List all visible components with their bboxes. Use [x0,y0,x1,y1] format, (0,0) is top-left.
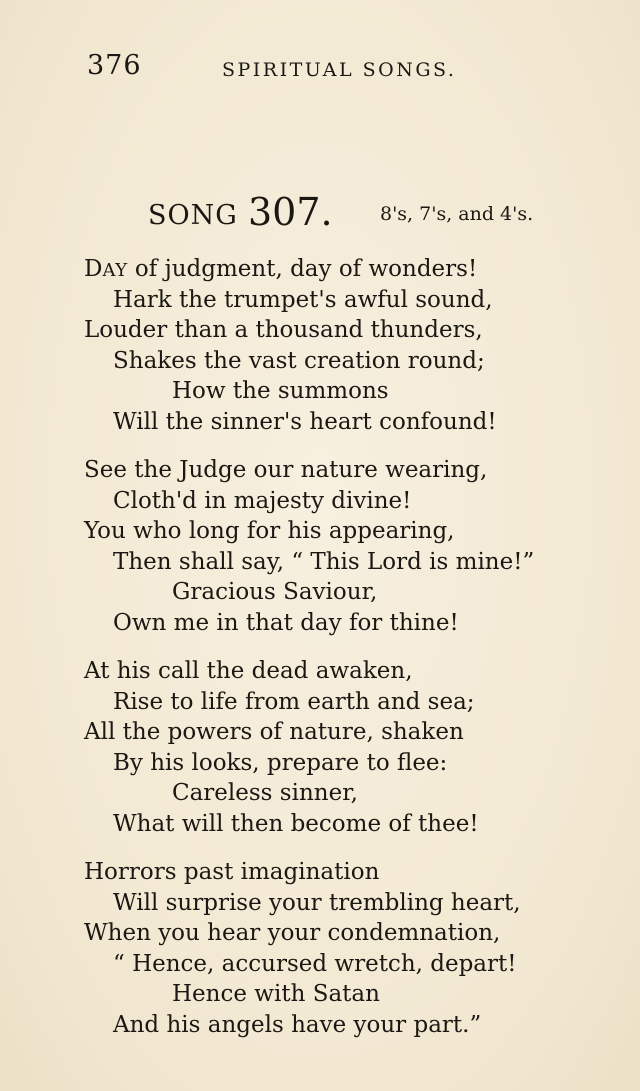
verse-line: How the summons [172,378,389,404]
verse-line: Will surprise your trembling heart, [113,889,521,916]
verse-line: By his looks, prepare to flee: [113,749,448,776]
stanza-2 [0,455,640,638]
stanza-3 [0,656,640,839]
hymn-text [0,254,640,1058]
verse-line: What will then become of thee! [113,810,479,837]
small-caps-word: AY [102,260,128,281]
verse-line: Careless sinner, [172,780,358,806]
stanza-4 [0,857,640,1040]
verse-line: Then shall say, “ This Lord is mine!” [113,548,535,575]
song-heading [0,190,640,240]
stanza-1 [0,254,640,437]
verse-line: “ Hence, accursed wretch, depart! [113,950,517,977]
verse-line: Shakes the vast creation round; [113,347,485,374]
verse-line: Rise to life from earth and sea; [113,688,475,715]
verse-line: Louder than a thousand thunders, [84,317,483,343]
verse-line: See the Judge our nature wearing, [84,457,488,483]
verse-line: DAY of judgment, day of wonders! [84,256,478,282]
song-meter: 8's, 7's, and 4's. [380,203,534,225]
verse-line: Hark the trumpet's awful sound, [113,286,493,313]
verse-line: You who long for his appearing, [84,518,455,544]
verse-line: Will the sinner's heart confound! [113,408,497,435]
verse-line: When you hear your condemnation, [84,920,501,946]
song-number: 307. [248,190,333,234]
verse-line: All the powers of nature, shaken [84,719,464,745]
page-header [0,50,640,90]
verse-line: And his angels have your part.” [113,1011,482,1038]
drop-initial: D [84,256,103,282]
verse-line: Horrors past imagination [84,859,380,885]
page-number: 376 [87,50,142,81]
verse-line: Hence with Satan [172,981,380,1007]
verse-line: Own me in that day for thine! [113,609,459,636]
verse-line: Gracious Saviour, [172,579,378,605]
verse-line: Cloth'd in majesty divine! [113,487,412,514]
song-label: SONG [148,200,238,231]
running-head: SPIRITUAL SONGS. [222,59,457,81]
verse-line: At his call the dead awaken, [84,658,413,684]
